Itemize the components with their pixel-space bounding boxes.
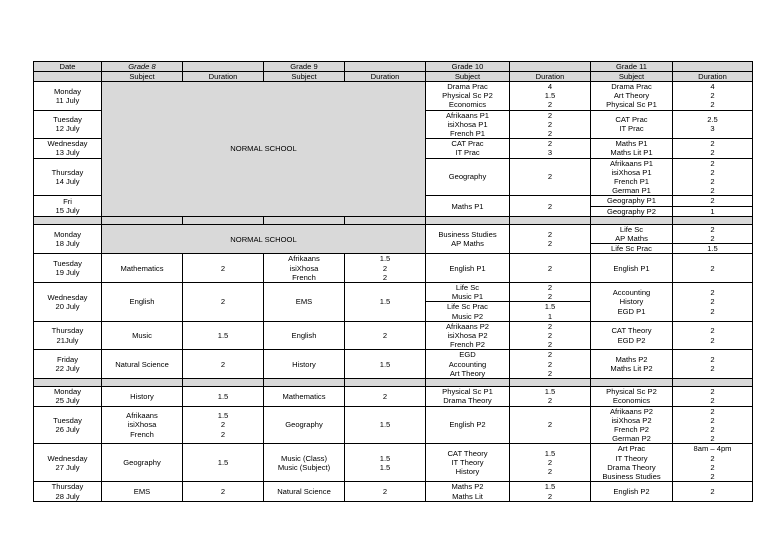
table-row — [34, 350, 753, 379]
subject-cell: Afrikaans isiXhosa French — [264, 254, 345, 283]
subject-header: Subject — [102, 72, 183, 82]
table-row — [34, 82, 753, 111]
duration-cell: 2 — [183, 283, 264, 322]
duration-cell: 1.5 — [183, 444, 264, 482]
duration-cell: 1.5 2 2 — [345, 254, 426, 283]
table-row — [34, 406, 753, 444]
duration-cell: 1.5 — [183, 321, 264, 350]
duration-cell: 2 2 — [673, 350, 753, 379]
duration-cell: 2 2 — [673, 321, 753, 350]
subject-cell: English — [264, 321, 345, 350]
duration-cell: 2 — [183, 350, 264, 379]
table-row — [34, 387, 753, 406]
subject-cell: Afrikaans P2 isiXhosa P2 French P2 German P2 — [591, 406, 673, 444]
duration-cell: 1.5 1.5 — [345, 444, 426, 482]
date-cell: Wednesday 27 July — [34, 444, 102, 482]
subject-cell: Afrikaans P2 isiXhosa P2 French P2 — [426, 321, 510, 350]
duration-cell: 2 — [183, 254, 264, 283]
header-row-grades — [34, 62, 753, 72]
duration-cell: 2 2 — [673, 139, 753, 158]
date-cell: Wednesday 13 July — [34, 139, 102, 158]
duration-cell: 2 2 2 2 — [673, 158, 753, 196]
date-cell: Monday 25 July — [34, 387, 102, 406]
subject-cell: EMS — [102, 482, 183, 501]
subject-cell: English — [102, 283, 183, 322]
date-cell: Fri 15 July — [34, 196, 102, 216]
subject-header: Subject — [591, 72, 673, 82]
duration-header: Duration — [673, 72, 753, 82]
date-cell: Tuesday 12 July — [34, 110, 102, 139]
date-cell: Monday 18 July — [34, 224, 102, 254]
subject-cell: Physical Sc P2 Economics — [591, 387, 673, 406]
subject-cell: Afrikaans P1 isiXhosa P1 French P1 German P1 — [591, 158, 673, 196]
table-row — [34, 283, 753, 322]
duration-cell: 2 2 2 2 — [673, 406, 753, 444]
subject-cell: Maths P2 Maths Lit — [426, 482, 510, 501]
duration-cell: 1.5 — [345, 283, 426, 322]
date-cell: Thursday 21July — [34, 321, 102, 350]
duration-cell: 2 2 — [510, 224, 591, 254]
subject-cell: EGD Accounting Art Theory — [426, 350, 510, 379]
duration-cell: 2 — [345, 321, 426, 350]
subject-cell: Afrikaans isiXhosa French — [102, 406, 183, 444]
subject-cell: Geography — [102, 444, 183, 482]
duration-cell: 1.5 2 2 — [510, 444, 591, 482]
subject-cell: English P2 — [591, 482, 673, 501]
subject-header: Subject — [426, 72, 510, 82]
subject-cell: English P1 — [591, 254, 673, 283]
subject-cell: Business Studies AP Maths — [426, 224, 510, 254]
subject-cell: Life Sc AP Maths Life Sc Prac — [591, 224, 673, 254]
subject-cell: Mathematics — [102, 254, 183, 283]
date-header: Date — [34, 62, 102, 72]
duration-header: Duration — [510, 72, 591, 82]
duration-cell: 2.5 3 — [673, 110, 753, 139]
grade11-header: Grade 11 — [591, 62, 673, 72]
duration-cell: 1.5 — [345, 406, 426, 444]
subject-cell: Maths P2 Maths Lit P2 — [591, 350, 673, 379]
subject-cell: Maths P1 — [426, 196, 510, 216]
normal-school-block: NORMAL SCHOOL — [102, 82, 426, 217]
subject-cell: Physical Sc P1 Drama Theory — [426, 387, 510, 406]
subject-cell: Art Prac IT Theory Drama Theory Business Studies — [591, 444, 673, 482]
duration-cell: 2 — [183, 482, 264, 501]
subject-cell: Music (Class) Music (Subject) — [264, 444, 345, 482]
duration-cell: 2 3 — [510, 139, 591, 158]
duration-cell: 2 — [510, 158, 591, 196]
duration-cell: 4 2 2 — [673, 82, 753, 111]
normal-school-block: NORMAL SCHOOL — [102, 224, 426, 254]
duration-cell: 2 2 1.5 — [673, 224, 753, 254]
duration-cell: 4 1.5 2 — [510, 82, 591, 111]
subject-cell: Natural Science — [264, 482, 345, 501]
subject-cell: EMS — [264, 283, 345, 322]
grade9-header: Grade 9 — [264, 62, 345, 72]
date-cell: Friday 22 July — [34, 350, 102, 379]
subject-cell: Afrikaans P1 isiXhosa P1 French P1 — [426, 110, 510, 139]
date-cell: Thursday 28 July — [34, 482, 102, 501]
subject-cell: History — [102, 387, 183, 406]
subject-cell: Drama Prac Art Theory Physical Sc P1 — [591, 82, 673, 111]
duration-cell: 1.5 2 — [510, 387, 591, 406]
table-row — [34, 321, 753, 350]
duration-cell: 2 2 — [673, 387, 753, 406]
duration-cell: 2 2 1.5 1 — [510, 283, 591, 322]
duration-cell: 2 — [345, 482, 426, 501]
subject-cell: History — [264, 350, 345, 379]
subject-header: Subject — [264, 72, 345, 82]
subject-cell: CAT Prac IT Prac — [426, 139, 510, 158]
duration-cell: 2 2 2 — [510, 110, 591, 139]
subject-cell: English P1 — [426, 254, 510, 283]
duration-cell: 2 2 2 — [673, 283, 753, 322]
duration-cell: 1.5 2 2 — [183, 406, 264, 444]
duration-cell: 2 — [510, 254, 591, 283]
duration-cell: 2 1 — [673, 196, 753, 216]
table-row — [34, 254, 753, 283]
subject-cell: CAT Theory EGD P2 — [591, 321, 673, 350]
duration-cell: 2 — [673, 254, 753, 283]
header-row-columns — [34, 72, 753, 82]
duration-cell: 2 — [510, 406, 591, 444]
date-cell: Tuesday 26 July — [34, 406, 102, 444]
duration-cell: 2 — [673, 482, 753, 501]
exam-timetable — [33, 61, 753, 502]
date-cell: Wednesday 20 July — [34, 283, 102, 322]
subject-cell: Geography — [264, 406, 345, 444]
table-row — [34, 482, 753, 501]
table-row — [34, 444, 753, 482]
date-cell: Thursday 14 July — [34, 158, 102, 196]
week-separator — [34, 216, 753, 224]
duration-cell: 2 2 2 — [510, 321, 591, 350]
table-row — [34, 224, 753, 254]
date-cell: Tuesday 19 July — [34, 254, 102, 283]
duration-cell: 2 — [345, 387, 426, 406]
duration-cell: 2 2 2 — [510, 350, 591, 379]
duration-cell: 1.5 — [183, 387, 264, 406]
subject-cell: Maths P1 Maths Lit P1 — [591, 139, 673, 158]
duration-cell: 1.5 — [345, 350, 426, 379]
subject-cell: Natural Science — [102, 350, 183, 379]
subject-cell: Geography P1 Geography P2 — [591, 196, 673, 216]
grade8-header: Grade 8 — [102, 62, 183, 72]
grade10-header: Grade 10 — [426, 62, 510, 72]
subject-cell: Music — [102, 321, 183, 350]
duration-cell: 1.5 2 — [510, 482, 591, 501]
week-separator — [34, 379, 753, 387]
subject-cell: CAT Prac IT Prac — [591, 110, 673, 139]
duration-cell: 8am – 4pm 2 2 2 — [673, 444, 753, 482]
subject-cell: Life Sc Music P1 Life Sc Prac Music P2 — [426, 283, 510, 322]
subject-cell: CAT Theory IT Theory History — [426, 444, 510, 482]
subject-cell: Mathematics — [264, 387, 345, 406]
subject-cell: English P2 — [426, 406, 510, 444]
subject-cell: Drama Prac Physical Sc P2 Economics — [426, 82, 510, 111]
date-cell: Monday 11 July — [34, 82, 102, 111]
duration-cell: 2 — [510, 196, 591, 216]
subject-cell: Accounting History EGD P1 — [591, 283, 673, 322]
duration-header: Duration — [183, 72, 264, 82]
duration-header: Duration — [345, 72, 426, 82]
subject-cell: Geography — [426, 158, 510, 196]
